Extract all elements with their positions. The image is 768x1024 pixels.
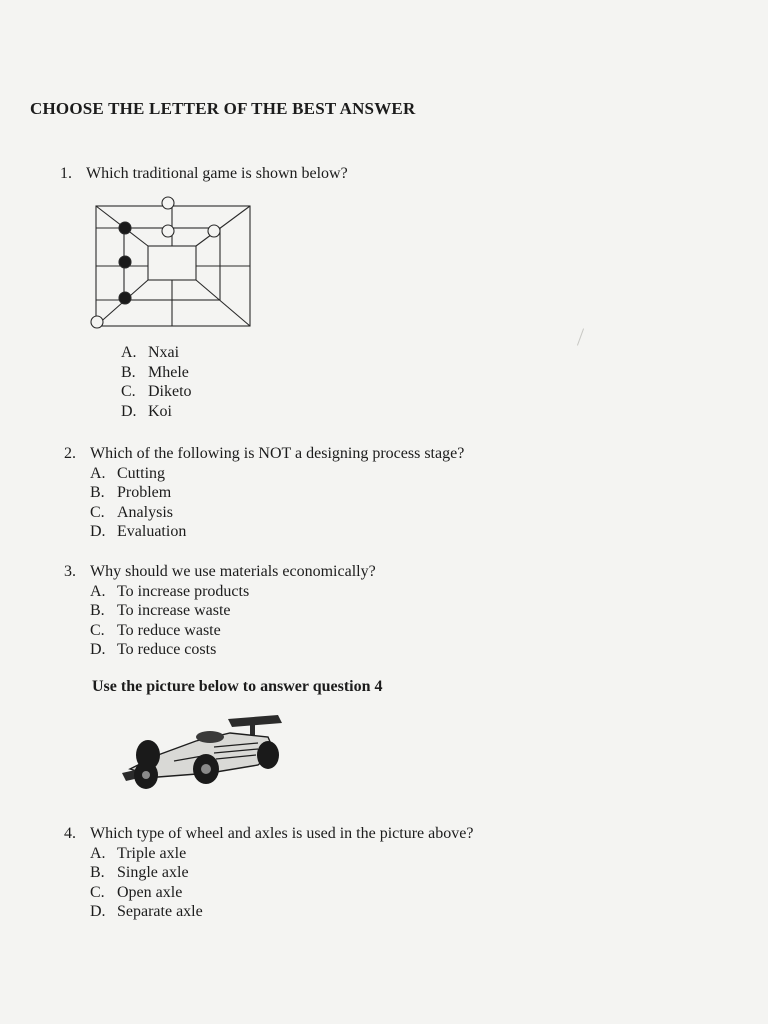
option-c[interactable] xyxy=(90,883,473,903)
option-letter: C. xyxy=(90,621,105,639)
open-counter xyxy=(162,197,174,209)
question-2-stem xyxy=(64,444,464,464)
question-3 xyxy=(64,562,376,660)
option-letter: D. xyxy=(90,903,106,921)
worksheet-heading: CHOOSE THE LETTER OF THE BEST ANSWER xyxy=(30,99,416,118)
option-d[interactable] xyxy=(90,522,464,542)
option-letter: C. xyxy=(121,383,136,401)
option-letter: D. xyxy=(90,641,106,659)
option-b[interactable] xyxy=(121,363,192,383)
option-b[interactable] xyxy=(90,863,473,883)
racing-car-illustration xyxy=(118,711,284,793)
option-letter: D. xyxy=(121,402,137,420)
option-text: To reduce costs xyxy=(117,641,217,659)
question-1-options xyxy=(121,343,192,421)
option-letter: A. xyxy=(90,464,106,482)
open-counter xyxy=(91,316,103,328)
question-1 xyxy=(60,164,348,184)
question-2 xyxy=(64,444,464,542)
option-letter: C. xyxy=(90,883,105,901)
option-letter: C. xyxy=(90,503,105,521)
option-text: Mhele xyxy=(148,363,189,381)
filled-counter xyxy=(119,256,131,268)
option-text: To increase products xyxy=(117,582,250,600)
option-b[interactable] xyxy=(90,601,376,621)
question-number: 2. xyxy=(64,445,76,462)
option-a[interactable] xyxy=(90,464,464,484)
filled-counter xyxy=(119,292,131,304)
question-number: 1. xyxy=(60,165,72,182)
question-text: Which type of wheel and axles is used in the picture above? xyxy=(90,825,474,842)
option-letter: A. xyxy=(121,344,137,361)
option-text: Separate axle xyxy=(117,903,203,921)
option-text: Single axle xyxy=(117,864,189,882)
open-counter xyxy=(162,225,174,237)
question-number: 3. xyxy=(64,563,76,580)
option-text: Diketo xyxy=(148,383,192,401)
option-text: To reduce waste xyxy=(117,621,221,639)
game-board-illustration xyxy=(88,194,256,334)
option-d[interactable] xyxy=(90,640,376,660)
option-d[interactable] xyxy=(90,902,473,922)
option-text: Triple axle xyxy=(117,844,187,862)
option-text: Nxai xyxy=(148,344,180,361)
question-4 xyxy=(64,824,473,922)
open-counter xyxy=(208,225,220,237)
option-text: Analysis xyxy=(117,503,173,521)
option-text: Open axle xyxy=(117,883,183,901)
question-4-stem xyxy=(64,824,473,844)
option-letter: D. xyxy=(90,523,106,541)
cockpit xyxy=(196,731,224,743)
question-3-stem xyxy=(64,562,376,582)
picture-instruction: Use the picture below to answer question 4 xyxy=(92,678,383,695)
option-a[interactable] xyxy=(90,582,376,602)
option-c[interactable] xyxy=(90,621,376,641)
option-text: Evaluation xyxy=(117,523,187,541)
question-text: Which traditional game is shown below? xyxy=(86,165,348,182)
option-c[interactable] xyxy=(121,382,192,402)
option-letter: A. xyxy=(90,582,106,600)
option-letter: B. xyxy=(90,602,105,620)
option-c[interactable] xyxy=(90,503,464,523)
option-b[interactable] xyxy=(90,483,464,503)
option-text: Cutting xyxy=(117,464,166,482)
question-number: 4. xyxy=(64,825,76,842)
question-text: Why should we use materials economically? xyxy=(90,563,376,580)
board-inner-square xyxy=(148,246,196,280)
option-a[interactable] xyxy=(121,343,192,363)
rear-wheel-right xyxy=(257,741,279,769)
option-text: Koi xyxy=(148,402,172,420)
option-text: Problem xyxy=(117,484,172,502)
filled-counter xyxy=(119,222,131,234)
option-a[interactable] xyxy=(90,844,473,864)
option-letter: B. xyxy=(90,864,105,882)
option-letter: B. xyxy=(90,484,105,502)
option-d[interactable] xyxy=(121,402,192,422)
question-text: Which of the following is NOT a designing process stage? xyxy=(90,445,465,462)
scan-mark xyxy=(577,328,584,345)
option-letter: A. xyxy=(90,844,106,862)
question-1-stem xyxy=(60,164,348,184)
option-text: To increase waste xyxy=(117,602,231,620)
option-letter: B. xyxy=(121,363,136,381)
